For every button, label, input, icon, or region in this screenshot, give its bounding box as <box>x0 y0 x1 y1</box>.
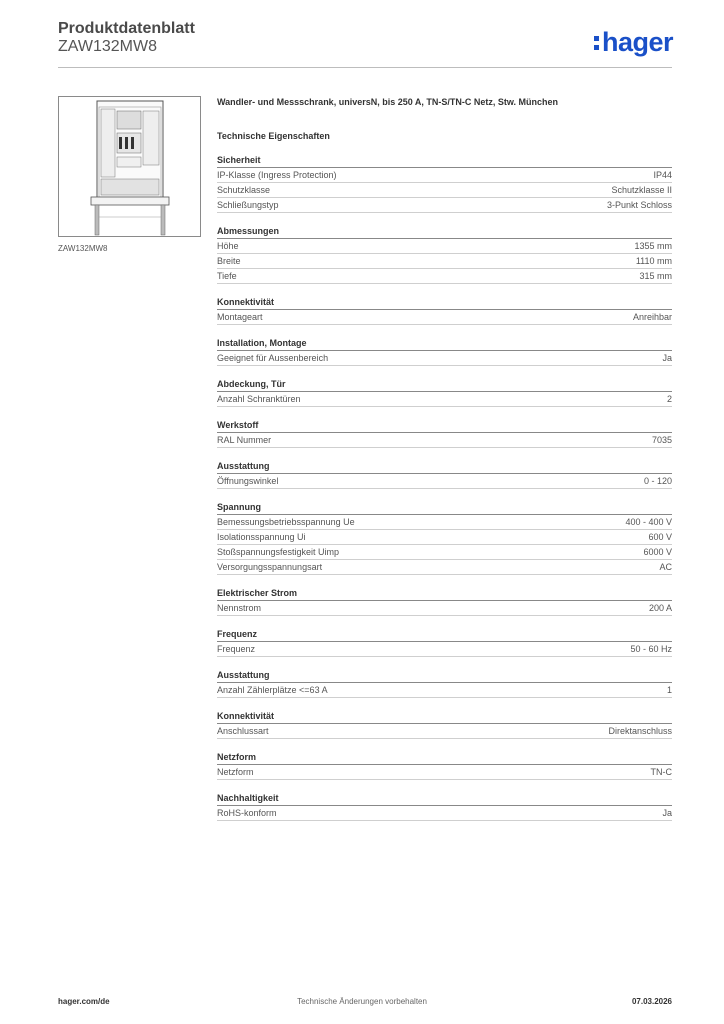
spec-label: Schließungstyp <box>217 200 279 210</box>
spec-row <box>217 765 672 780</box>
spec-section <box>217 378 672 407</box>
spec-section <box>217 337 672 366</box>
product-code: ZAW132MW8 <box>58 38 157 55</box>
spec-value: 3-Punkt Schloss <box>606 200 672 210</box>
spec-section <box>217 587 672 616</box>
section-title: Installation, Montage <box>217 337 672 351</box>
spec-label: IP-Klasse (Ingress Protection) <box>217 170 337 180</box>
spec-value: Ja <box>662 353 672 363</box>
spec-label: RoHS-konform <box>217 808 277 818</box>
spec-label: Öffnungswinkel <box>217 476 279 486</box>
footer-website[interactable]: hager.com/de <box>58 997 110 1006</box>
spec-row <box>217 474 672 489</box>
spec-value: 200 A <box>648 603 672 613</box>
spec-label: Schutzklasse <box>217 185 271 195</box>
spec-section <box>217 669 672 698</box>
section-title: Spannung <box>217 501 672 515</box>
spec-label: Frequenz <box>217 644 256 654</box>
spec-value: 1110 mm <box>635 256 672 266</box>
spec-section <box>217 460 672 489</box>
section-title: Ausstattung <box>217 669 672 683</box>
spec-row <box>217 392 672 407</box>
spec-row <box>217 601 672 616</box>
spec-section <box>217 419 672 448</box>
spec-row <box>217 351 672 366</box>
spec-section <box>217 628 672 657</box>
spec-label: Stoßspannungsfestigkeit Uimp <box>217 547 340 557</box>
spec-section <box>217 154 672 213</box>
section-title: Werkstoff <box>217 419 672 433</box>
spec-value: 315 mm <box>639 271 672 281</box>
spec-value: 2 <box>666 394 672 404</box>
spec-row <box>217 239 672 254</box>
spec-value: 6000 V <box>643 547 672 557</box>
spec-value: 400 - 400 V <box>625 517 672 527</box>
footer-notice: Technische Änderungen vorbehalten <box>297 997 427 1006</box>
section-title: Abdeckung, Tür <box>217 378 672 392</box>
spec-row <box>217 642 672 657</box>
spec-row <box>217 183 672 198</box>
spec-label: Nennstrom <box>217 603 262 613</box>
section-title: Netzform <box>217 751 672 765</box>
brand-logo[interactable] <box>594 26 673 58</box>
spec-row <box>217 724 672 739</box>
spec-label: Anzahl Schranktüren <box>217 394 301 404</box>
spec-content <box>217 96 672 821</box>
section-title: Elektrischer Strom <box>217 587 672 601</box>
footer-date: 07.03.2026 <box>631 997 672 1006</box>
spec-value: Schutzklasse II <box>611 185 672 195</box>
spec-label: Netzform <box>217 767 254 777</box>
logo-text: hager <box>602 27 674 57</box>
spec-value: 0 - 120 <box>643 476 672 486</box>
spec-value: 600 V <box>648 532 672 542</box>
spec-value: Ja <box>662 808 672 818</box>
spec-section <box>217 225 672 284</box>
spec-row <box>217 683 672 698</box>
spec-label: Anschlussart <box>217 726 269 736</box>
header-divider <box>58 67 672 68</box>
spec-value: IP44 <box>653 170 672 180</box>
spec-value: 50 - 60 Hz <box>630 644 672 654</box>
image-caption: ZAW132MW8 <box>58 244 108 253</box>
spec-section <box>217 792 672 821</box>
logo-dots-icon <box>594 31 601 51</box>
spec-section <box>217 751 672 780</box>
technical-heading: Technische Eigenschaften <box>217 131 330 141</box>
section-title: Konnektivität <box>217 296 672 310</box>
spec-value: 7035 <box>651 435 672 445</box>
cabinet-drawing-icon <box>59 97 200 236</box>
spec-label: RAL Nummer <box>217 435 272 445</box>
spec-row <box>217 168 672 183</box>
spec-label: Höhe <box>217 241 239 251</box>
spec-row <box>217 806 672 821</box>
product-description: Wandler- und Messschrank, universN, bis 250 A, TN-S/TN-C Netz, Stw. München <box>217 97 559 107</box>
spec-label: Breite <box>217 256 241 266</box>
section-title: Konnektivität <box>217 710 672 724</box>
spec-row <box>217 545 672 560</box>
spec-section <box>217 501 672 575</box>
spec-value: AC <box>659 562 672 572</box>
spec-label: Montageart <box>217 312 263 322</box>
spec-row <box>217 530 672 545</box>
spec-row <box>217 515 672 530</box>
page-title: Produktdatenblatt <box>58 20 195 37</box>
spec-sections <box>217 154 672 821</box>
spec-label: Bemessungsbetriebsspannung Ue <box>217 517 355 527</box>
spec-row <box>217 560 672 575</box>
section-title: Nachhaltigkeit <box>217 792 672 806</box>
spec-row <box>217 198 672 213</box>
spec-label: Isolationsspannung Ui <box>217 532 306 542</box>
spec-section <box>217 296 672 325</box>
spec-label: Geeignet für Aussenbereich <box>217 353 329 363</box>
spec-value: Anreihbar <box>632 312 672 322</box>
spec-value: TN-C <box>650 767 672 777</box>
spec-row <box>217 310 672 325</box>
spec-label: Versorgungsspannungsart <box>217 562 323 572</box>
spec-row <box>217 254 672 269</box>
product-image <box>58 96 201 237</box>
spec-section <box>217 710 672 739</box>
section-title: Abmessungen <box>217 225 672 239</box>
section-title: Sicherheit <box>217 154 672 168</box>
section-title: Ausstattung <box>217 460 672 474</box>
spec-value: Direktanschluss <box>608 726 672 736</box>
section-title: Frequenz <box>217 628 672 642</box>
spec-value: 1355 mm <box>634 241 672 251</box>
spec-row <box>217 433 672 448</box>
spec-label: Anzahl Zählerplätze <=63 A <box>217 685 328 695</box>
spec-label: Tiefe <box>217 271 237 281</box>
spec-row <box>217 269 672 284</box>
spec-value: 1 <box>666 685 672 695</box>
